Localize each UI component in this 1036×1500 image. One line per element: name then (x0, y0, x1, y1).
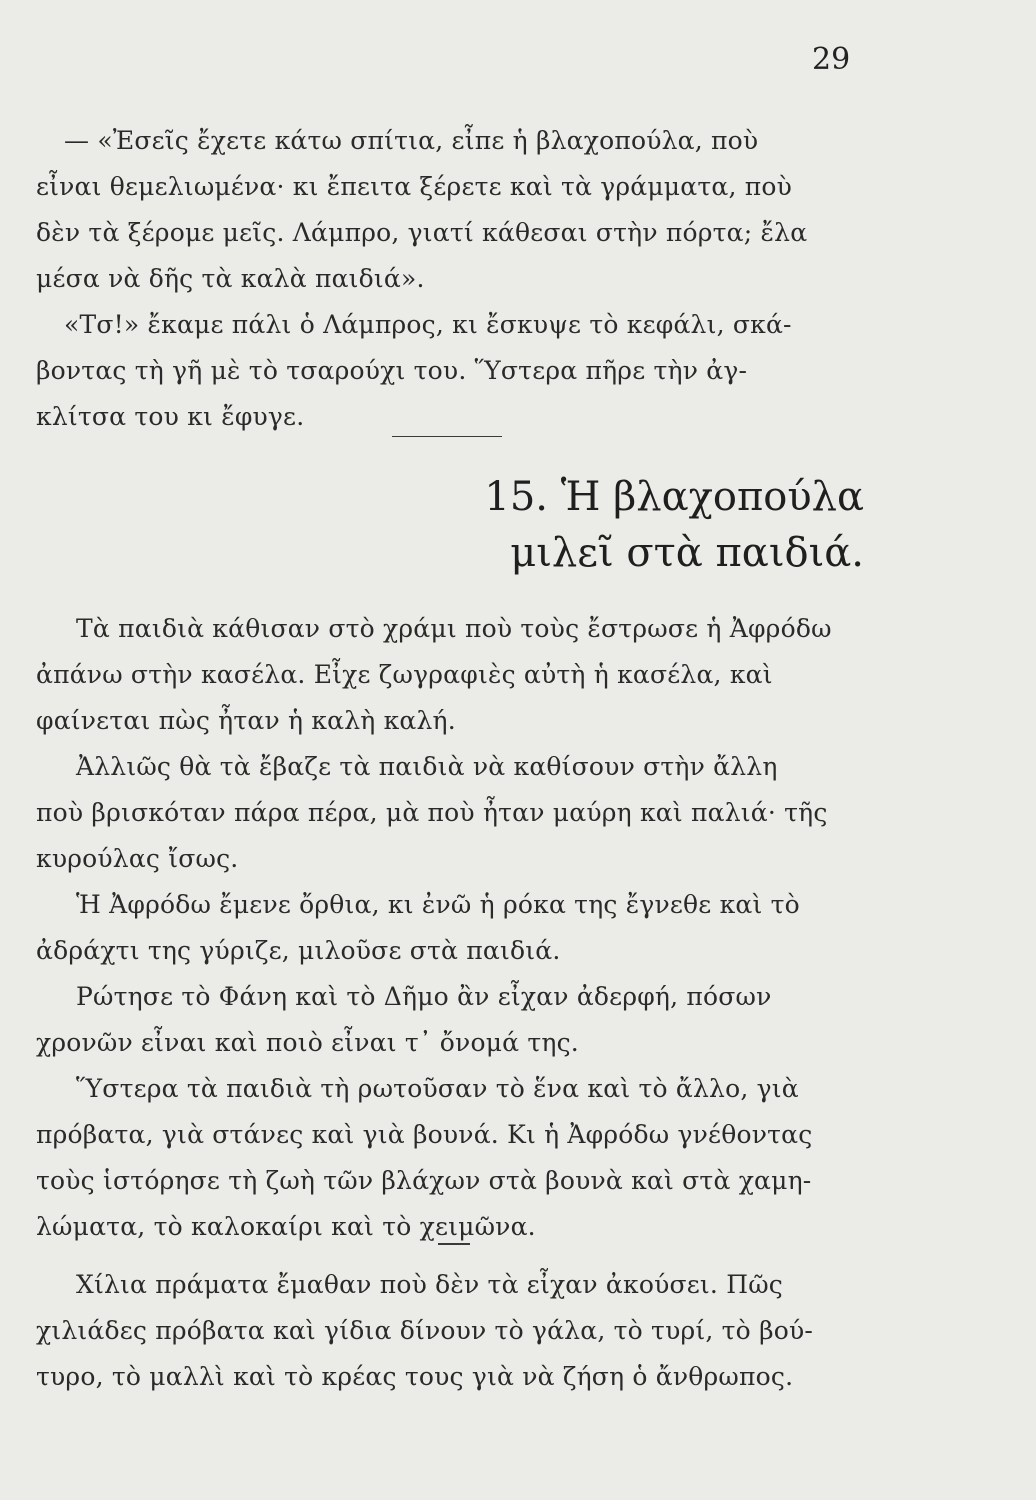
paragraph (36, 302, 884, 440)
text-line: κυρούλας ἴσως. (36, 844, 239, 873)
text-line: λώματα, τὸ καλοκαίρι καὶ τὸ χειμῶνα. (36, 1212, 536, 1241)
text-line: μέσα νὰ δῆς τὰ καλὰ παιδιά». (36, 264, 425, 293)
section-divider (438, 1243, 470, 1245)
chapter-heading-line-2: μιλεῖ στὰ παιδιά. (510, 530, 864, 576)
paragraph (36, 606, 886, 744)
text-line: Ὕστερα τὰ παιδιὰ τὴ ρωτοῦσαν τὸ ἕνα καὶ τὸ ἄλλο, γιὰ (76, 1074, 799, 1103)
paragraph (36, 1066, 886, 1250)
text-line: Τὰ παιδιὰ κάθισαν στὸ χράμι ποὺ τοὺς ἔστρωσε ἡ Ἀφρόδω (76, 614, 832, 643)
text-line: δὲν τὰ ξέρομε μεῖς. Λάμπρο, γιατί κάθεσαι στὴν πόρτα; ἔλα (36, 218, 808, 247)
text-line: Ρώτησε τὸ Φάνη καὶ τὸ Δῆμο ἂν εἶχαν ἀδερφή, πόσων (76, 982, 772, 1011)
text-line: ἀπάνω στὴν κασέλα. Εἶχε ζωγραφιὲς αὐτὴ ἡ κασέλα, καὶ (36, 660, 773, 689)
paragraph (36, 118, 884, 302)
page-number: 29 (812, 42, 851, 77)
text-line: βοντας τὴ γῆ μὲ τὸ τσαρούχι του. Ὕστερα πῆρε τὴν ἀγ- (36, 356, 748, 385)
paragraph (36, 974, 886, 1066)
chapter-body-continued (36, 1262, 886, 1400)
text-line: πρόβατα, γιὰ στάνες καὶ γιὰ βουνά. Κι ἡ Ἀφρόδω γνέθοντας (36, 1120, 813, 1149)
text-line: χιλιάδες πρόβατα καὶ γίδια δίνουν τὸ γάλα, τὸ τυρί, τὸ βού- (36, 1316, 814, 1345)
text-line: κλίτσα του κι ἔφυγε. (36, 402, 305, 431)
text-line: Ἀλλιῶς θὰ τὰ ἔβαζε τὰ παιδιὰ νὰ καθίσουν στὴν ἄλλη (76, 752, 778, 781)
text-line: τυρο, τὸ μαλλὶ καὶ τὸ κρέας τους γιὰ νὰ ζήση ὁ ἄνθρωπος. (36, 1362, 794, 1391)
chapter-heading-line-1: 15. Ἡ βλαχοπούλα (484, 474, 864, 520)
previous-chapter-text (36, 118, 884, 440)
text-line: ποὺ βρισκόταν πάρα πέρα, μὰ ποὺ ἦταν μαύρη καὶ παλιά· τῆς (36, 798, 828, 827)
text-line: ἀδράχτι της γύριζε, μιλοῦσε στὰ παιδιά. (36, 936, 561, 965)
text-line: Ἡ Ἀφρόδω ἔμενε ὄρθια, κι ἐνῶ ἡ ρόκα της ἔγνεθε καὶ τὸ (76, 890, 800, 919)
text-line: Χίλια πράματα ἔμαθαν ποὺ δὲν τὰ εἶχαν ἀκούσει. Πῶς (76, 1270, 783, 1299)
text-line: φαίνεται πὼς ἦταν ἡ καλὴ καλή. (36, 706, 456, 735)
paragraph (36, 744, 886, 882)
section-divider (392, 436, 502, 437)
text-line: — «Ἐσεῖς ἔχετε κάτω σπίτια, εἶπε ἡ βλαχοπούλα, ποὺ (64, 126, 759, 155)
chapter-body (36, 606, 886, 1250)
paragraph (36, 1262, 886, 1400)
text-line: «Τσ!» ἔκαμε πάλι ὁ Λάμπρος, κι ἔσκυψε τὸ κεφάλι, σκά- (64, 310, 792, 339)
text-line: τοὺς ἱστόρησε τὴ ζωὴ τῶν βλάχων στὰ βουνὰ καὶ στὰ χαμη- (36, 1166, 812, 1195)
text-line: εἶναι θεμελιωμένα· κι ἔπειτα ξέρετε καὶ τὰ γράμματα, ποὺ (36, 172, 793, 201)
paragraph (36, 882, 886, 974)
text-line: χρονῶν εἶναι καὶ ποιὸ εἶναι τ᾽ ὄνομά της. (36, 1028, 579, 1057)
